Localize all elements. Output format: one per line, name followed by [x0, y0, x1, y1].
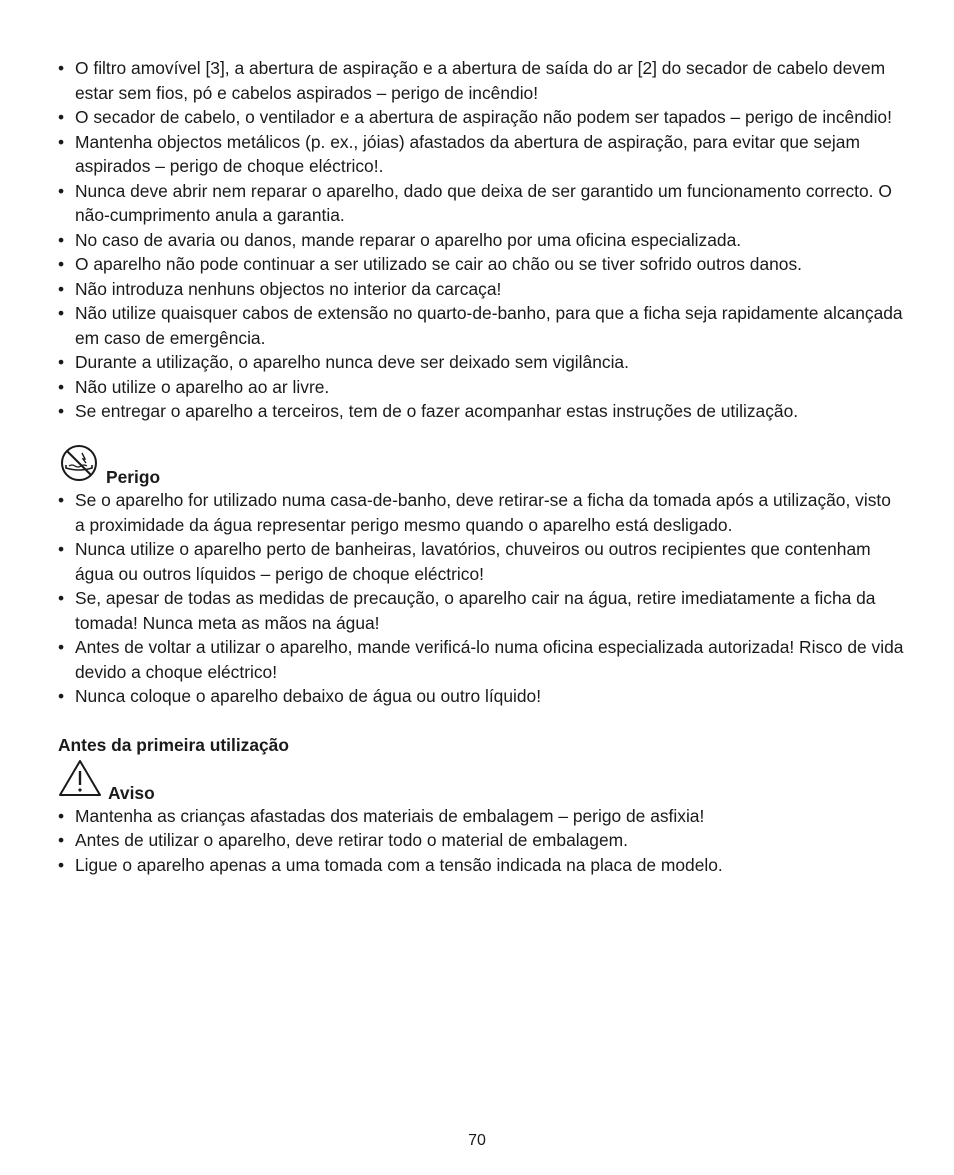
list-item: • Mantenha as crianças afastadas dos materiais de embalagem – perigo de asfixia!	[58, 804, 904, 829]
list-item: • Nunca deve abrir nem reparar o aparelho, dado que deixa de ser garantido um funcionamento correcto. O não-cumprimento anula a garantia.	[58, 179, 904, 228]
aviso-list	[58, 804, 904, 878]
list-item: • Nunca utilize o aparelho perto de banheiras, lavatórios, chuveiros ou outros recipientes que contenham água ou outros líquidos – perigo de choque eléctrico!	[58, 537, 904, 586]
list-item: • O aparelho não pode continuar a ser utilizado se cair ao chão ou se tiver sofrido outros danos.	[58, 252, 904, 277]
list-item: • Ligue o aparelho apenas a uma tomada com a tensão indicada na placa de modelo.	[58, 853, 904, 878]
perigo-heading	[58, 444, 904, 489]
aviso-label: Aviso	[108, 782, 155, 803]
page-content	[58, 56, 904, 877]
list-item: • Nunca coloque o aparelho debaixo de água ou outro líquido!	[58, 684, 904, 709]
list-item: • O filtro amovível [3], a abertura de aspiração e a abertura de saída do ar [2] do secador de cabelo devem estar sem fios, pó e cabelos aspirados – perigo de incêndio!	[58, 56, 904, 105]
perigo-list	[58, 488, 904, 709]
aviso-heading	[58, 759, 904, 804]
page-number: 70	[468, 1132, 486, 1149]
list-item: • Não introduza nenhuns objectos no interior da carcaça!	[58, 277, 904, 302]
list-item: • Durante a utilização, o aparelho nunca deve ser deixado sem vigilância.	[58, 350, 904, 375]
list-item: • O secador de cabelo, o ventilador e a abertura de aspiração não podem ser tapados – perigo de incêndio!	[58, 105, 904, 130]
list-item: • Mantenha objectos metálicos (p. ex., jóias) afastados da abertura de aspiração, para evitar que sejam aspirados – perigo de choque eléctrico!.	[58, 130, 904, 179]
list-item: • Não utilize o aparelho ao ar livre.	[58, 375, 904, 400]
no-water-icon	[58, 444, 100, 489]
list-item: • Antes de voltar a utilizar o aparelho, mande verificá-lo numa oficina especializada autorizada! Risco de vida devido a choque eléctrico!	[58, 635, 904, 684]
warning-triangle-icon	[58, 759, 102, 804]
perigo-label: Perigo	[106, 467, 161, 487]
intro-safety-list	[58, 56, 904, 424]
list-item: • Se, apesar de todas as medidas de precaução, o aparelho cair na água, retire imediatamente a ficha da tomada! Nunca meta as mãos na água!	[58, 586, 904, 635]
list-item: • Não utilize quaisquer cabos de extensão no quarto-de-banho, para que a ficha seja rapidamente alcançada em caso de emergência.	[58, 301, 904, 350]
list-item: • Se entregar o aparelho a terceiros, tem de o fazer acompanhar estas instruções de utilização.	[58, 399, 904, 424]
section-title: Antes da primeira utilização	[58, 734, 289, 755]
list-item: • Se o aparelho for utilizado numa casa-de-banho, deve retirar-se a ficha da tomada após a utilização, visto a proximidade da água representar perigo mesmo quando o aparelho está desligado.	[58, 488, 904, 537]
list-item: • Antes de utilizar o aparelho, deve retirar todo o material de embalagem.	[58, 828, 904, 853]
list-item: • No caso de avaria ou danos, mande reparar o aparelho por uma oficina especializada.	[58, 228, 904, 253]
